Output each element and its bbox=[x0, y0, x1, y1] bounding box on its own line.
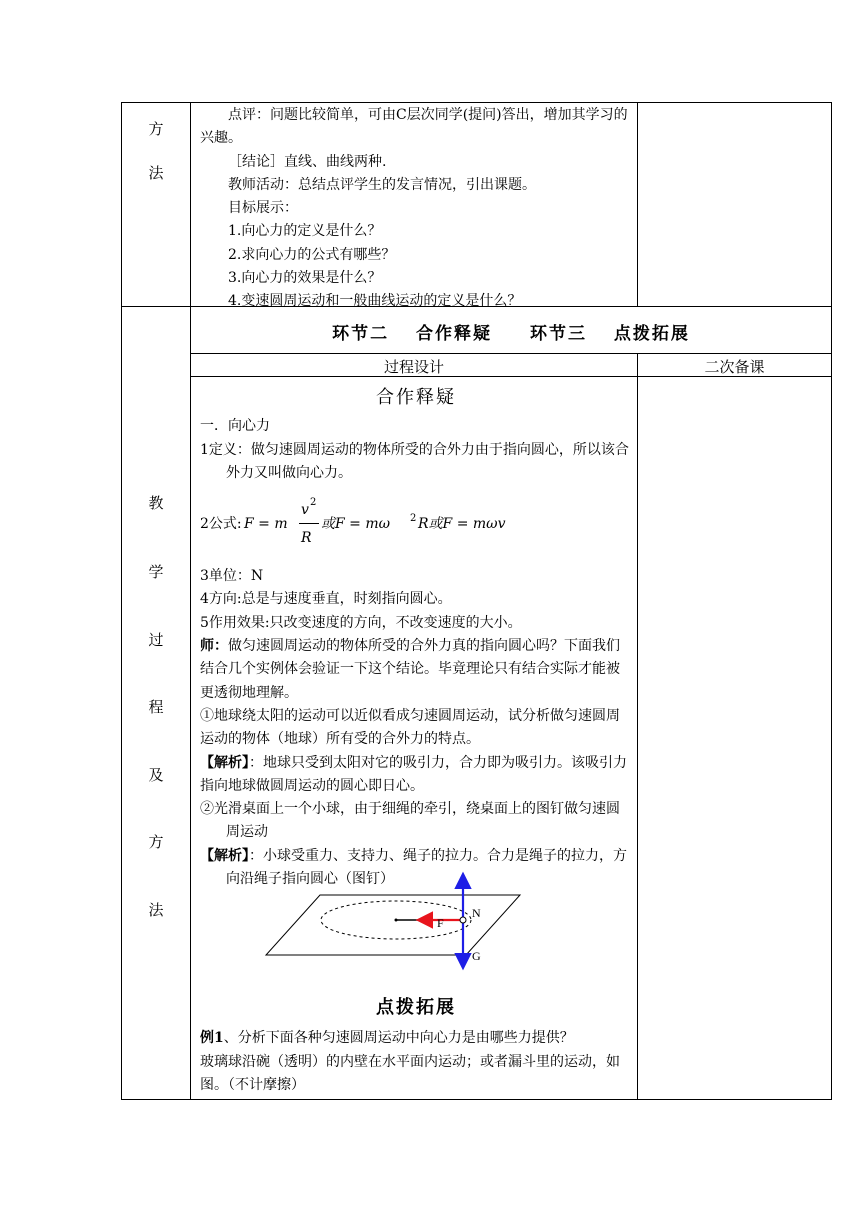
definition-text: 1定义：做匀速圆周运动的物体所受的合外力由于指向圆心，所以该合外力又叫做向心力。 bbox=[200, 441, 629, 481]
analysis-body: ：小球受重力、支持力、绳子的拉力。合力是绳子的拉力，方向沿绳子指向圆心（图钉） bbox=[226, 847, 627, 888]
top-section-content bbox=[200, 104, 632, 314]
table-border-top bbox=[121, 102, 832, 103]
goal-item: 1.向心力的定义是什么？ bbox=[228, 223, 382, 240]
side-char: 方 bbox=[148, 833, 164, 851]
example-body: 、分析下面各种匀速圆周运动中向心力是由哪些力提供？ bbox=[223, 1030, 574, 1047]
col-header-second: 二次备课 bbox=[704, 358, 765, 376]
example-question bbox=[200, 1027, 632, 1050]
table-border-bottom bbox=[121, 1099, 832, 1100]
side-char: 法 bbox=[148, 164, 164, 182]
teacher-activity-text: 教师活动：总结点评学生的发言情况，引出课题。 bbox=[228, 176, 536, 193]
table-border-col2-main bbox=[637, 353, 638, 1100]
table-border-right bbox=[831, 102, 832, 1100]
process-content bbox=[200, 386, 632, 891]
example2-text: ②光滑桌面上一个小球，由于细绳的牵引，绕桌面上的图钉做匀速圆周运动 bbox=[200, 801, 620, 841]
teacher-text bbox=[200, 635, 632, 705]
goal-item: 4.变速圆周运动和一般曲线运动的定义是什么？ bbox=[228, 293, 522, 310]
side-char: 过 bbox=[148, 631, 164, 649]
table-border-left bbox=[121, 102, 122, 1100]
example-detail: 玻璃球沿碗（透明）的内壁在水平面内运动；或者漏斗里的运动，如图。（不计摩擦） bbox=[200, 1053, 620, 1093]
label-f: F bbox=[437, 916, 444, 930]
label-n: N bbox=[472, 906, 481, 920]
side-char: 教 bbox=[148, 494, 164, 512]
extension-content bbox=[200, 996, 632, 1097]
label-g: G bbox=[472, 949, 481, 963]
section-header: 环节二 合作释疑 环节三 点拨拓展 bbox=[332, 324, 690, 344]
example1-analysis bbox=[200, 752, 632, 799]
formula-alt2: R或F = mωv bbox=[418, 516, 506, 533]
teacher-body: 做匀速圆周运动的物体所受的合外力真的指向圆心吗？下面我们结合几个实例体会验证一下这个结论。毕竟理论只有结合实际才能被更透彻地理解。 bbox=[200, 638, 620, 701]
part2-title: 点拨拓展 bbox=[376, 997, 456, 1018]
side-char: 及 bbox=[148, 766, 164, 784]
goal-item: 3.向心力的效果是什么？ bbox=[228, 270, 382, 287]
pin-dot bbox=[395, 919, 398, 922]
conclusion-text: ［结论］直线、曲线两种. bbox=[228, 153, 387, 170]
formula-alt1: 或F = mω bbox=[321, 516, 391, 533]
formula-numerator: v bbox=[301, 502, 309, 519]
force-diagram bbox=[260, 868, 530, 972]
formula-denominator: R bbox=[301, 530, 312, 547]
analysis-label: 【解析】 bbox=[200, 847, 249, 864]
direction-text: 4方向:总是与速度垂直，时刻指向圆心。 bbox=[200, 591, 452, 608]
formula-sup2: 2 bbox=[410, 513, 417, 525]
analysis-body: ：地球只受到太阳对它的吸引力，合力即为吸引力。该吸引力指向地球做圆周运动的圆心即日心。 bbox=[200, 754, 627, 794]
table-border-col1 bbox=[190, 102, 191, 1100]
side-char: 程 bbox=[148, 698, 164, 716]
goal-item: 2.求向心力的公式有哪些？ bbox=[228, 246, 396, 263]
table-border-col2-top bbox=[637, 102, 638, 307]
effect-text: 5作用效果:只改变速度的方向，不改变速度的大小。 bbox=[200, 614, 522, 631]
part1-title: 合作释疑 bbox=[376, 387, 456, 408]
table-border-header bbox=[190, 353, 832, 354]
side-char: 法 bbox=[148, 901, 164, 919]
unit-text: 3单位：N bbox=[200, 568, 264, 585]
fraction-bar bbox=[299, 523, 319, 524]
subheading: 一．向心力 bbox=[200, 418, 270, 435]
teacher-label: 师： bbox=[200, 638, 228, 655]
goals-heading: 目标展示： bbox=[228, 200, 298, 217]
formula-line bbox=[200, 491, 632, 557]
ball bbox=[460, 917, 466, 923]
formula-label: 2公式: bbox=[200, 516, 242, 533]
table-plane bbox=[266, 895, 520, 955]
formula-f: F = m bbox=[244, 516, 288, 533]
col-header-process: 过程设计 bbox=[383, 358, 444, 376]
analysis-label: 【解析】 bbox=[200, 754, 249, 771]
side-char: 学 bbox=[148, 563, 164, 581]
side-char: 方 bbox=[148, 120, 164, 138]
comment-text: 点评：问题比较简单，可由C层次同学(提问)答出，增加其学习的兴趣。 bbox=[200, 107, 628, 147]
example-label: 例1 bbox=[200, 1030, 224, 1047]
example1-text: ①地球绕太阳的运动可以近似看成匀速圆周运动，试分析做匀速圆周运动的物体（地球）所有受的合外力的特点。 bbox=[200, 707, 620, 748]
formula-sup: 2 bbox=[310, 497, 317, 509]
